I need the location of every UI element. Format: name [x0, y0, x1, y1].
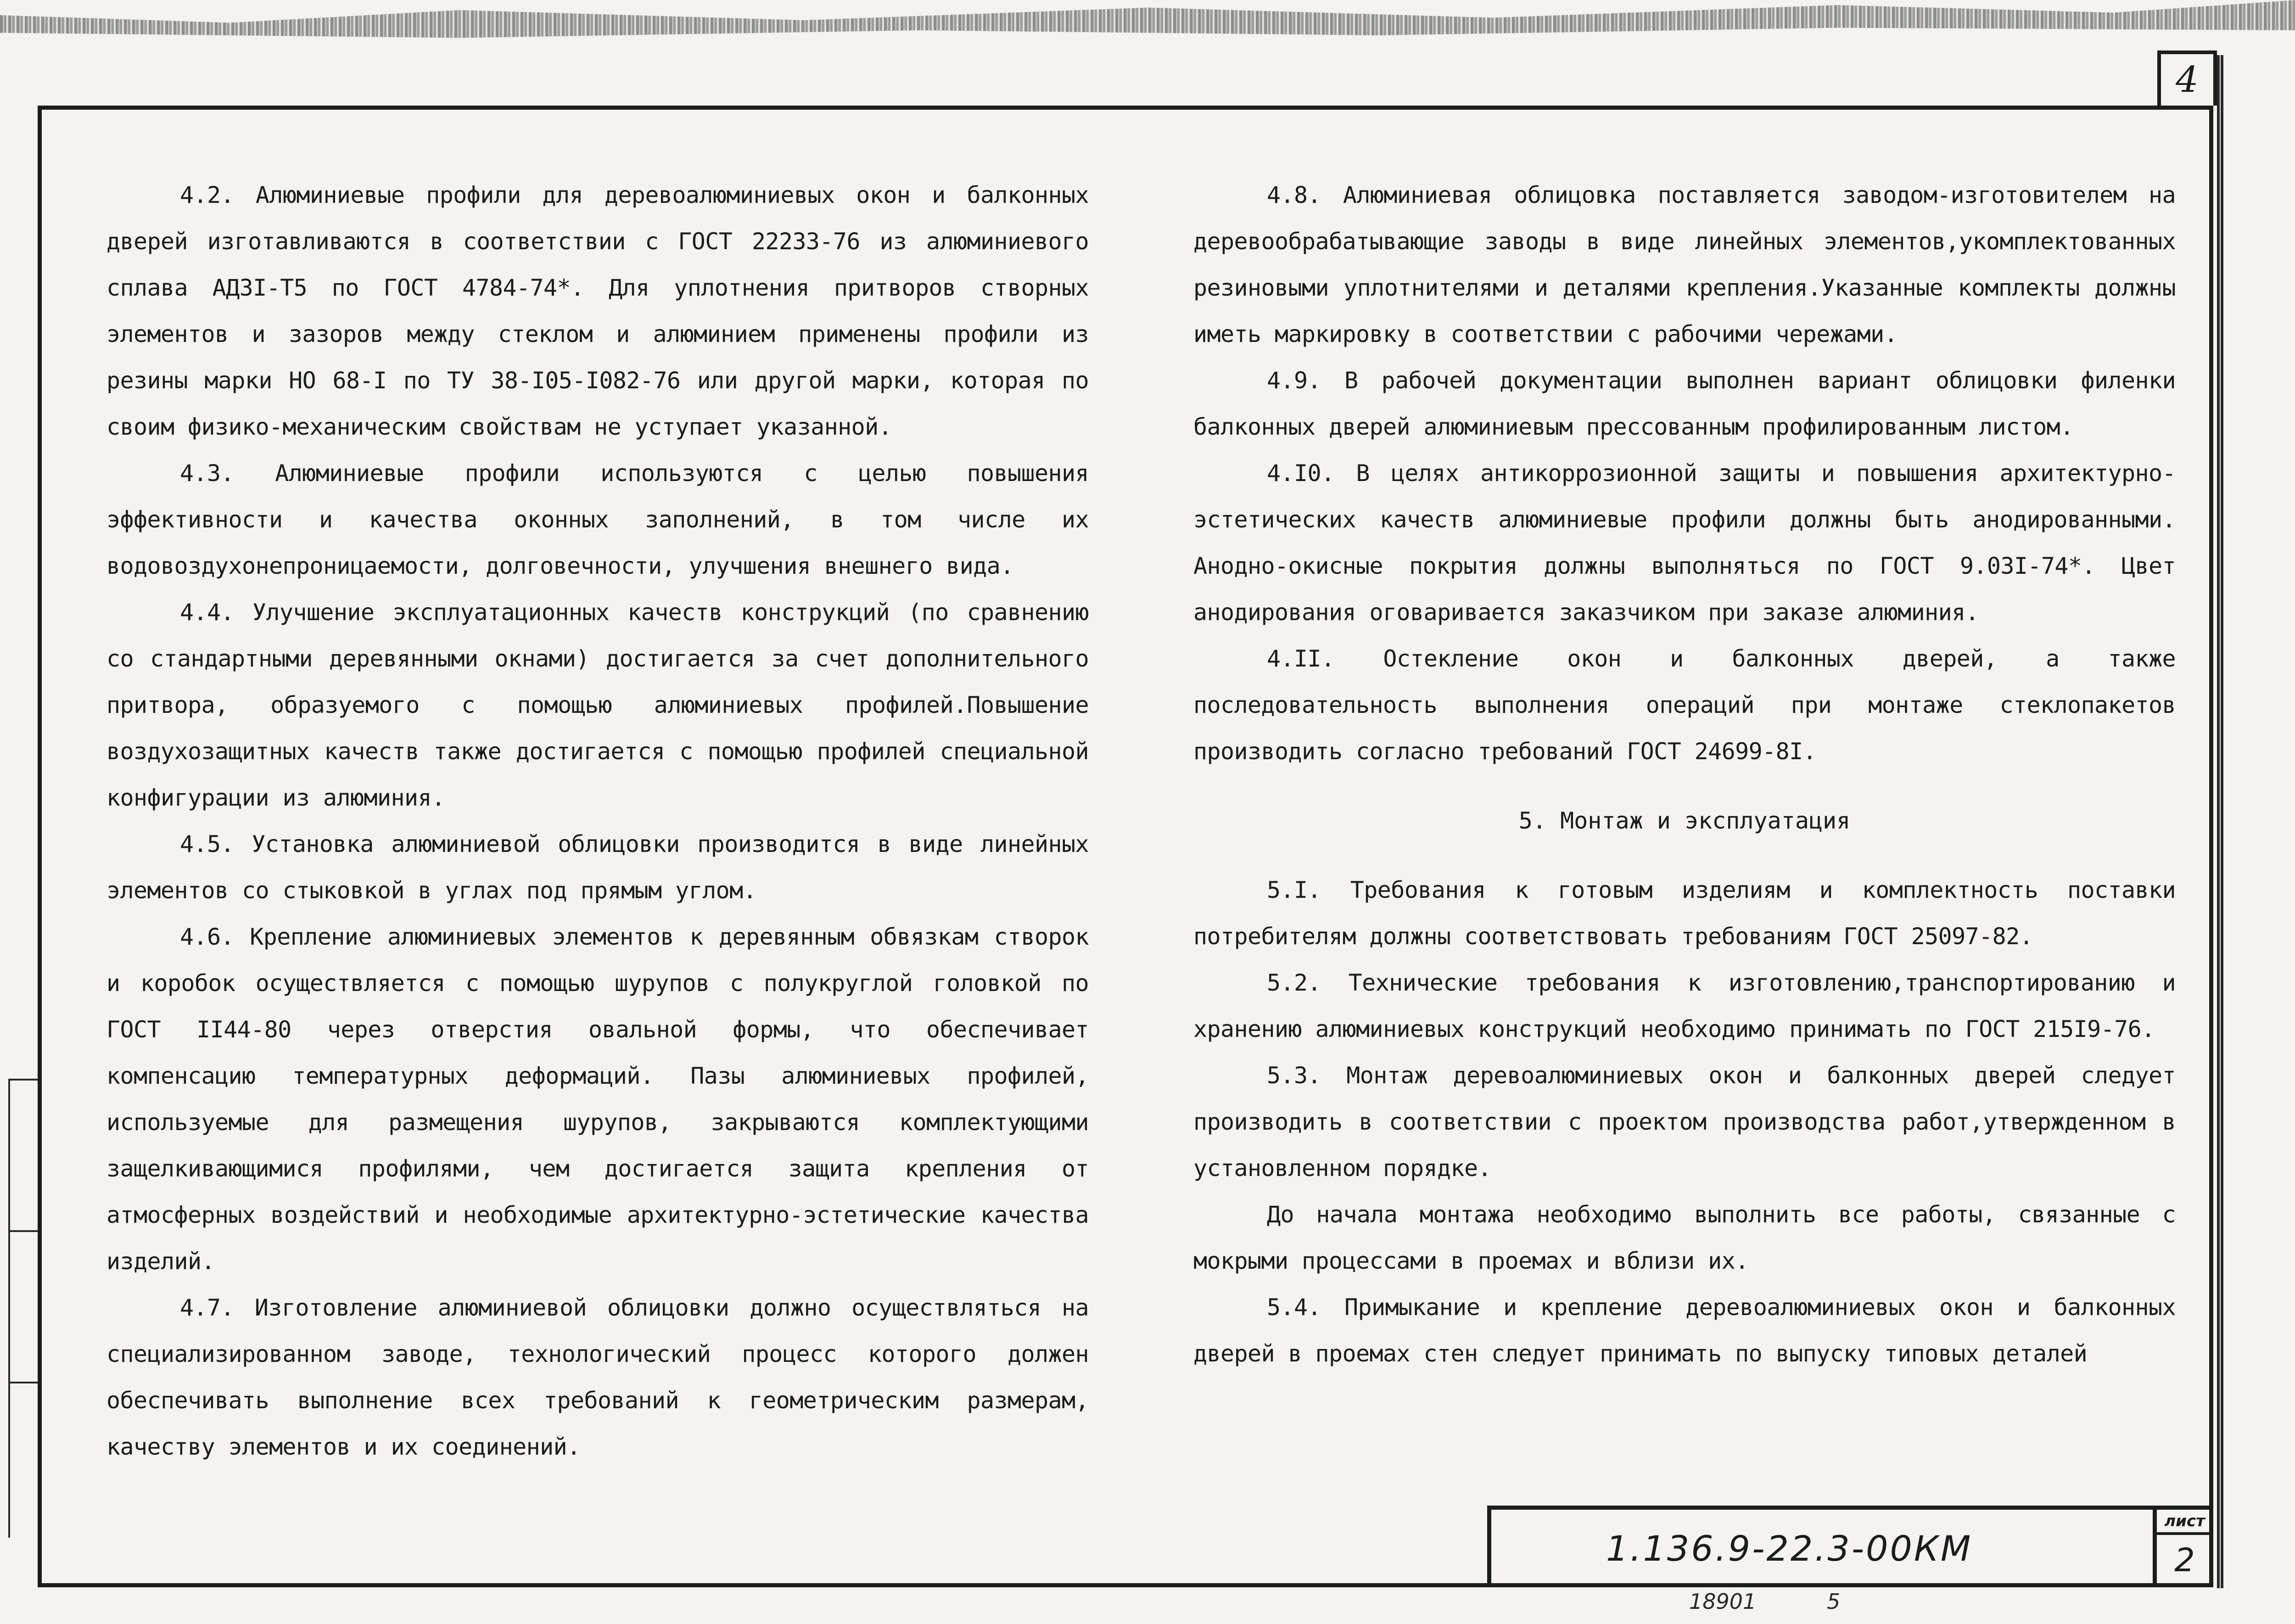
right-edge-lines: [2217, 55, 2223, 1588]
document-code: 1.136.9-22.3-00КМ: [1606, 1528, 1973, 1569]
paragraph-5-4: 5.4. Примыкание и крепление деревоалюминиевых окон и балконных дверей в проемах стен следует принимать по выпуску типовых деталей: [1193, 1294, 2176, 1367]
strip-divider: [10, 1230, 38, 1232]
paragraph-4-9: 4.9. В рабочей документации выполнен вариант облицовки филенки балконных дверей алюминиевым прессованным профилированным листом.: [1193, 367, 2176, 440]
left-column: [106, 172, 1089, 1470]
paragraph-5-3: 5.3. Монтаж деревоалюминиевых окон и балконных дверей следует производить в соответствии с проектом производства работ,утвержденном в установленном порядке.: [1193, 1062, 2176, 1182]
paragraph-5-2: 5.2. Технические требования к изготовлению,транспортированию и хранению алюминиевых конструкций необходимо принимать по ГОСТ 215I9-76.: [1193, 969, 2176, 1042]
paragraph-4-10: 4.I0. В целях антикоррозионной защиты и повышения архитектурно-эстетических качеств алюминиевые профили должны быть анодированными. Анодно-окисные покрытия должны выполняться по ГОСТ 9.03I-74*. Цвет анодирования оговаривается заказчиком при заказе алюминия.: [1193, 460, 2176, 626]
sheet-number: 2: [2174, 1541, 2195, 1579]
paragraph-4-5: 4.5. Установка алюминиевой облицовки производится в виде линейных элементов со стыковкой в углах под прямым углом.: [106, 831, 1089, 904]
sheet-label: лист: [2157, 1510, 2212, 1535]
scan-noise-top: [0, 0, 2295, 50]
right-column: [1193, 172, 2176, 1377]
paragraph-4-7: 4.7. Изготовление алюминиевой облицовки должно осуществляться на специализированном заводе, технологический процесс которого должен обеспечивать выполнение всех требований к геометрическим размерам, качеству элементов и их соединений.: [106, 1294, 1089, 1460]
sheet-cell: [2153, 1510, 2212, 1587]
paragraph-5-1: 5.I. Требования к готовым изделиям и комплектность поставки потребителям должны соответствовать требованиям ГОСТ 25097-82.: [1193, 877, 2176, 950]
left-margin-strip: [8, 1079, 36, 1538]
paragraph-4-2: 4.2. Алюминиевые профили для деревоалюминиевых окон и балконных дверей изготавливаются в соответствии с ГОСТ 22233-76 из алюминиевого сплава АДЗI-Т5 по ГОСТ 4784-74*. Для уплотнения притворов створных элементов и зазоров между стеклом и алюминием применены профили из резины марки НО 68-I по ТУ 38-I05-I082-76 или другой марки, которая по своим физико-механическим свойствам не уступает указанной.: [106, 182, 1089, 440]
title-block: [1487, 1506, 2212, 1587]
strip-divider: [10, 1382, 38, 1383]
paragraph-5-3-note: До начала монтажа необходимо выполнить все работы, связанные с мокрыми процессами в проемах и вблизи их.: [1193, 1201, 2176, 1274]
paragraph-4-11: 4.II. Остекление окон и балконных дверей, а также последовательность выполнения операций при монтаже стеклопакетов производить согласно требований ГОСТ 24699-8I.: [1193, 645, 2176, 765]
paragraph-4-6: 4.6. Крепление алюминиевых элементов к деревянным обвязкам створок и коробок осуществляется с помощью шурупов с полукруглой головкой по ГОСТ II44-80 через отверстия овальной формы, что обеспечивает компенсацию температурных деформаций. Пазы алюминиевых профилей, используемые для размещения шурупов, закрываются комплектующими защелкивающимися профилями, чем достигается защита крепления от атмосферных воздействий и необходимые архитектурно-эстетические качества изделий.: [106, 924, 1089, 1275]
paragraph-4-8: 4.8. Алюминиевая облицовка поставляется заводом-изготовителем на деревообрабатывающие заводы в виде линейных элементов,укомплектованных резиновыми уплотнителями и деталями крепления.Указанные комплекты должны иметь маркировку в соответствии с рабочими чережами.: [1193, 182, 2176, 347]
paragraph-4-4: 4.4. Улучшение эксплуатационных качеств конструкций (по сравнению со стандартными деревянными окнами) достигается за счет дополнительного притвора, образуемого с помощью алюминиевых профилей.Повышение воздухозащитных качеств также достигается с помощью профилей специальной конфигурации из алюминия.: [106, 599, 1089, 811]
format-number: 5: [1827, 1589, 1841, 1614]
section-heading: 5. Монтаж и эксплуатация: [1518, 807, 1851, 834]
inventory-number: 18901: [1689, 1589, 1757, 1614]
paragraph-4-3: 4.3. Алюминиевые профили используются с целью повышения эффективности и качества оконных заполнений, в том числе их водовоздухонепроницаемости, долговечности, улучшения внешнего вида.: [106, 460, 1089, 579]
page-number: 4: [2157, 50, 2217, 106]
strip-divider: [10, 1079, 38, 1081]
